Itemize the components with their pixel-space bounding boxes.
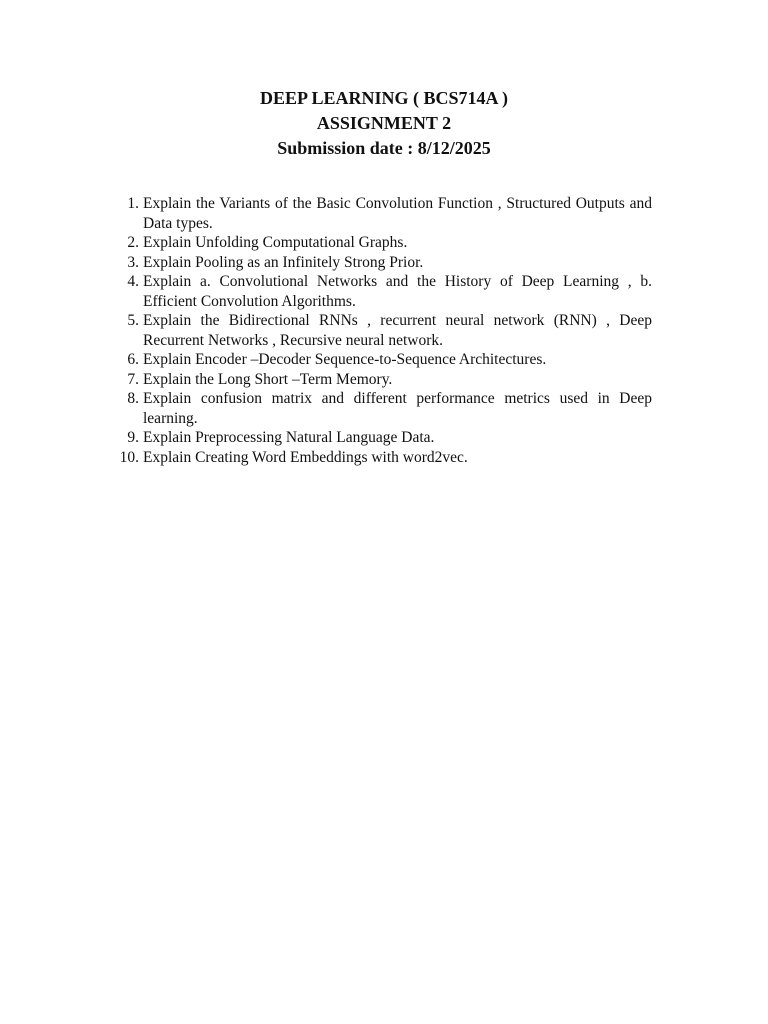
question-item bbox=[112, 350, 652, 370]
question-number: 6. bbox=[127, 351, 139, 368]
document-header bbox=[0, 86, 768, 161]
question-number: 5. bbox=[127, 312, 139, 329]
question-list bbox=[112, 194, 652, 467]
assignment-title: ASSIGNMENT 2 bbox=[316, 113, 452, 133]
question-text: Explain Pooling as an Infinitely Strong Prior. bbox=[143, 253, 424, 271]
question-text: Explain the Bidirectional RNNs , recurrent neural network (RNN) , Deep Recurrent Networks , Recursive neural network. bbox=[143, 312, 652, 349]
question-text: Explain the Variants of the Basic Convolution Function , Structured Outputs and Data types. bbox=[143, 195, 652, 232]
question-number: 10. bbox=[119, 448, 139, 466]
question-item bbox=[112, 272, 652, 311]
question-item bbox=[112, 389, 652, 428]
question-item bbox=[112, 428, 652, 448]
question-number: 1. bbox=[127, 195, 139, 212]
question-item bbox=[112, 253, 652, 273]
question-item bbox=[112, 194, 652, 233]
question-number: 7. bbox=[127, 370, 139, 388]
course-title: DEEP LEARNING ( BCS714A ) bbox=[259, 88, 509, 108]
question-number: 3. bbox=[127, 253, 139, 271]
question-text: Explain Encoder –Decoder Sequence-to-Sequence Architectures. bbox=[143, 351, 547, 368]
question-text: Explain confusion matrix and different performance metrics used in Deep learning. bbox=[143, 390, 652, 427]
question-text: Explain Preprocessing Natural Language Data. bbox=[143, 429, 435, 446]
question-text: Explain Creating Word Embeddings with word2vec. bbox=[143, 448, 468, 466]
question-number: 4. bbox=[127, 273, 139, 290]
question-item bbox=[112, 311, 652, 350]
question-number: 2. bbox=[127, 234, 139, 251]
question-item bbox=[112, 370, 652, 390]
question-item bbox=[112, 448, 652, 468]
question-number: 9. bbox=[127, 429, 139, 446]
submission-date: Submission date : 8/12/2025 bbox=[277, 138, 491, 158]
question-number: 8. bbox=[127, 390, 139, 407]
question-text: Explain Unfolding Computational Graphs. bbox=[143, 234, 408, 251]
question-text: Explain a. Convolutional Networks and the History of Deep Learning , b. Efficient Convolution Algorithms. bbox=[143, 273, 652, 310]
question-item bbox=[112, 233, 652, 253]
question-text: Explain the Long Short –Term Memory. bbox=[143, 370, 393, 388]
